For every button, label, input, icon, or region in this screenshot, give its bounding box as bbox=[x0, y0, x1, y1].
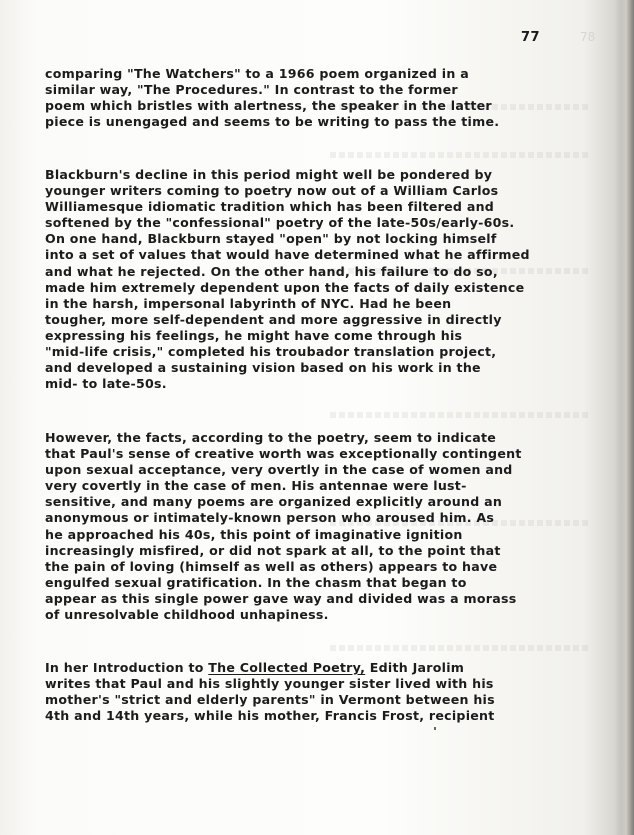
text-line: very covertly in the case of men. His antennae were lust- bbox=[45, 478, 467, 494]
text-line: mother's "strict and elderly parents" in Vermont between his bbox=[45, 692, 495, 708]
text-line: poem which bristles with alertness, the speaker in the latter bbox=[45, 98, 492, 114]
text-line: and what he rejected. On the other hand, his failure to do so, bbox=[45, 263, 498, 279]
text-line: that Paul's sense of creative worth was exceptionally contingent bbox=[45, 446, 522, 462]
text-line: and developed a sustaining vision based on his work in the bbox=[45, 360, 481, 376]
text-line: Williamesque idiomatic tradition which has been filtered and bbox=[45, 199, 495, 215]
text-line: comparing "The Watchers" to a 1966 poem organized in a bbox=[45, 66, 469, 81]
bleed-through-page-number: 78 bbox=[580, 30, 596, 44]
text-line: in the harsh, impersonal labyrinth of NYC. Had he been bbox=[45, 295, 452, 311]
text-line: upon sexual acceptance, very overtly in the case of women and bbox=[45, 462, 513, 478]
book-title: The Collected Poetry, bbox=[208, 660, 366, 675]
page-number: 77 bbox=[521, 30, 541, 45]
text-line: of unresolvable childhood unhapiness. bbox=[45, 607, 329, 623]
text-line: tougher, more self-dependent and more aggressive in directly bbox=[45, 311, 502, 327]
text-line: mid- to late-50s. bbox=[45, 376, 167, 392]
text-line: younger writers coming to poetry now out of a William Carlos bbox=[45, 183, 499, 199]
bleed-through-text bbox=[330, 152, 590, 158]
ink-speck bbox=[434, 727, 436, 730]
text-line: However, the facts, according to the poetry, seem to indicate bbox=[45, 430, 497, 445]
text-line: expressing his feelings, he might have come through his bbox=[45, 327, 463, 343]
text-line: into a set of values that would have determined what he affirmed bbox=[45, 247, 530, 263]
text-line: writes that Paul and his slightly younger sister lived with his bbox=[45, 676, 494, 692]
text-line: he approached his 40s, this point of imaginative ignition bbox=[45, 526, 463, 542]
paragraph-4 bbox=[45, 660, 575, 724]
text-line: Blackburn's decline in this period might well be pondered by bbox=[45, 167, 493, 182]
text-line: "mid-life crisis," completed his troubador translation project, bbox=[45, 344, 497, 360]
bleed-through-text bbox=[330, 412, 590, 418]
page-edge-shadow bbox=[616, 0, 634, 835]
text-line: 4th and 14th years, while his mother, Francis Frost, recipient bbox=[45, 708, 495, 724]
paragraph-2 bbox=[45, 167, 575, 392]
text-line: piece is unengaged and seems to be writing to pass the time. bbox=[45, 114, 500, 130]
text-line: similar way, "The Procedures." In contrast to the former bbox=[45, 82, 458, 98]
text-line: On one hand, Blackburn stayed "open" by not locking himself bbox=[45, 231, 497, 247]
paragraph-3 bbox=[45, 430, 575, 623]
text-line: anonymous or intimately-known person who aroused him. As bbox=[45, 510, 495, 526]
text-line: increasingly misfired, or did not spark at all, to the point that bbox=[45, 542, 501, 558]
text-line: engulfed sexual gratification. In the chasm that began to bbox=[45, 574, 467, 590]
text-line bbox=[45, 660, 575, 676]
text-line: sensitive, and many poems are organized explicitly around an bbox=[45, 494, 503, 510]
text-line: made him extremely dependent upon the facts of daily existence bbox=[45, 279, 525, 295]
text-fragment: Edith Jarolim bbox=[365, 660, 465, 675]
text-line: appear as this single power gave way and divided was a morass bbox=[45, 590, 517, 606]
text-fragment: In her Introduction to bbox=[45, 660, 209, 675]
text-line: softened by the "confessional" poetry of the late-50s/early-60s. bbox=[45, 215, 515, 231]
bleed-through-text bbox=[330, 645, 590, 651]
paragraph-1 bbox=[45, 66, 575, 130]
text-line: the pain of loving (himself as well as others) appears to have bbox=[45, 558, 498, 574]
